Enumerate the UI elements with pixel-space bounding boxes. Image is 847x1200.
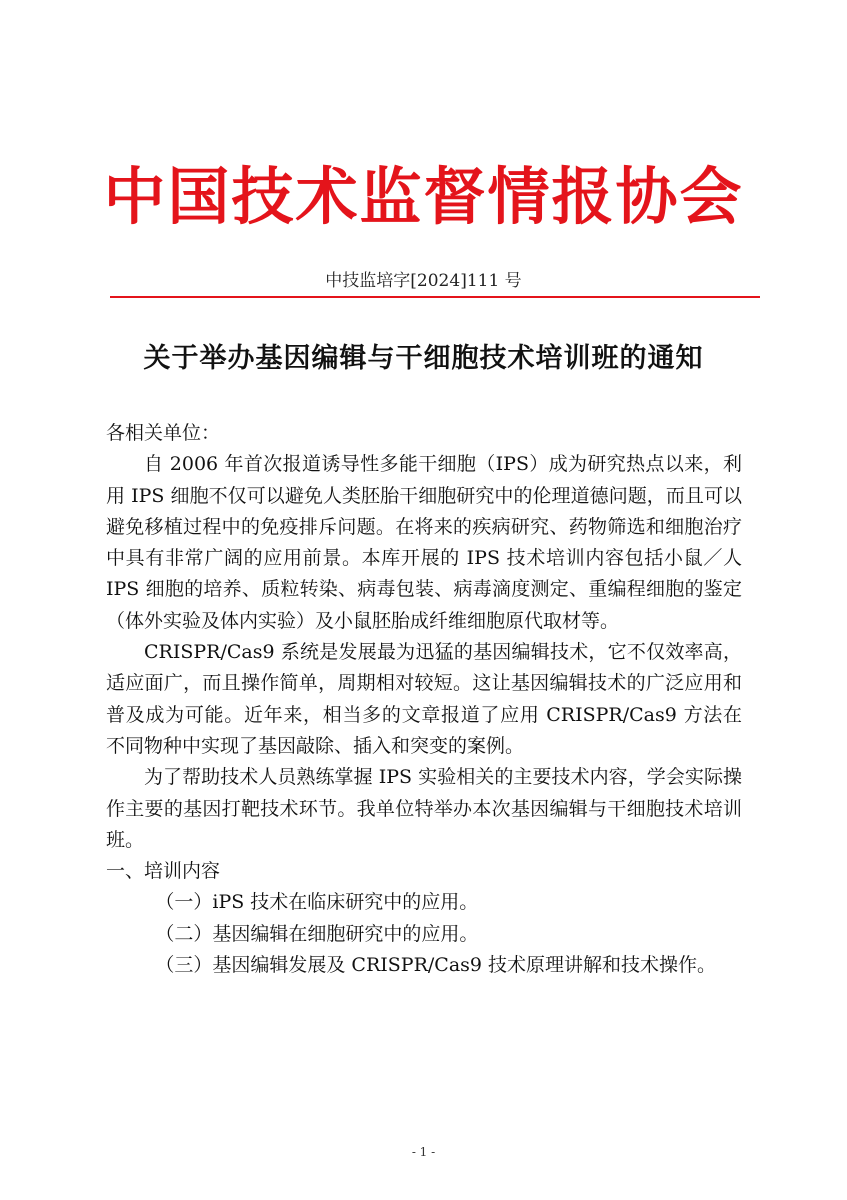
list-item: （三）基因编辑发展及 CRISPR/Cas9 技术原理讲解和技术操作。	[155, 954, 717, 977]
red-divider-line	[110, 296, 760, 298]
salutation: 各相关单位：	[106, 422, 221, 444]
document-body	[106, 418, 742, 981]
notice-title: 关于举办基因编辑与干细胞技术培训班的通知	[143, 343, 704, 374]
list-item: （一）iPS 技术在临床研究中的应用。	[155, 891, 479, 914]
section-heading-training-content: 一、培训内容	[106, 860, 221, 883]
paragraph-purpose: 为了帮助技术人员熟练掌握 IPS 实验相关的主要技术内容，学会实际操作主要的基因打靶技术环节。我单位特举办本次基因编辑与干细胞技术培训班。	[106, 766, 742, 851]
page-number: - 1 -	[411, 1145, 436, 1159]
org-title: 中国技术监督情报协会	[103, 160, 744, 233]
paragraph-crispr: CRISPR/Cas9 系统是发展最为迅猛的基因编辑技术，它不仅效率高，适应面广，而且操作简单，周期相对较短。这让基因编辑技术的广泛应用和普及成为可能。近年来，相当多的文章报道了应用 CRISPR/Cas9 方法在不同物种中实现了基因敲除、插入和突变的案例。	[106, 641, 742, 757]
list-item: （二）基因编辑在细胞研究中的应用。	[155, 922, 479, 945]
document-number: 中技监培字[2024]111 号	[325, 271, 522, 291]
paragraph-ips: 自 2006 年首次报道诱导性多能干细胞（IPS）成为研究热点以来，利用 IPS 细胞不仅可以避免人类胚胎干细胞研究中的伦理道德问题，而且可以避免移植过程中的免疫排斥问题。在将来的疾病研究、药物筛选和细胞治疗中具有非常广阔的应用前景。本库开展的 IPS 技术培训内容包括小鼠／人 IPS 细胞的培养、质粒转染、病毒包装、病毒滴度测定、重编程细胞的鉴定（体外实验及体内实验）及小鼠胚胎成纤维细胞原代取材等。	[106, 453, 742, 632]
